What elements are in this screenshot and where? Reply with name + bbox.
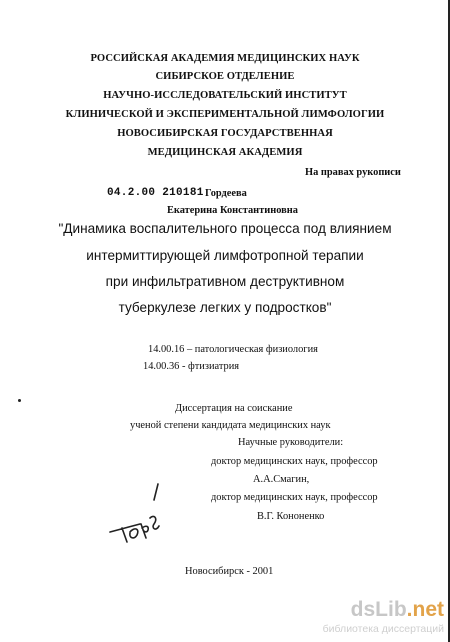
degree-line-1: Диссертация на соискание	[175, 403, 293, 414]
supervisors-heading: Научные руководители:	[238, 437, 344, 448]
author-given-names: Екатерина Константиновна	[167, 205, 298, 216]
title-line-2: интермиттирующей лимфотропной терапии	[86, 248, 364, 263]
institution-line-1: РОССИЙСКАЯ АКАДЕМИЯ МЕДИЦИНСКИХ НАУК	[90, 53, 360, 64]
scan-speck	[18, 399, 21, 402]
institution-line-6: МЕДИЦИНСКАЯ АКАДЕМИЯ	[147, 147, 303, 158]
institution-line-4: КЛИНИЧЕСКОЙ И ЭКСПЕРИМЕНТАЛЬНОЙ ЛИМФОЛОГИИ	[65, 109, 385, 120]
institution-line-3: НАУЧНО-ИССЛЕДОВАТЕЛЬСКИЙ ИНСТИТУТ	[103, 90, 347, 101]
degree-line-2: ученой степени кандидата медицинских наук	[130, 420, 331, 431]
watermark-logo: dsLib.net	[350, 598, 444, 621]
supervisor-2-rank: доктор медицинских наук, профессор	[211, 492, 378, 503]
handwritten-signature	[104, 480, 164, 550]
author-surname: Гордеева	[205, 188, 247, 199]
supervisor-1-rank: доктор медицинских наук, профессор	[211, 456, 378, 467]
title-line-4: туберкулезе легких у подростков"	[118, 300, 332, 315]
site-watermark	[304, 598, 444, 638]
specialty-2: 14.00.36 - фтизиатрия	[143, 361, 240, 372]
institution-line-5: НОВОСИБИРСКАЯ ГОСУДАРСТВЕННАЯ	[117, 128, 333, 139]
supervisor-1-name: А.А.Смагин,	[253, 474, 310, 485]
institution-line-2: СИБИРСКОЕ ОТДЕЛЕНИЕ	[155, 71, 295, 82]
registration-stamp: 04.2.00 210181	[107, 187, 204, 199]
rights-note: На правах рукописи	[305, 167, 401, 178]
title-line-3: при инфильтративном деструктивном	[105, 274, 345, 289]
title-line-1: "Динамика воспалительного процесса под влиянием	[58, 221, 392, 236]
place-year: Новосибирск - 2001	[185, 566, 274, 577]
watermark-caption: библиотека диссертаций	[322, 623, 444, 635]
supervisor-2-name: В.Г. Кононенко	[257, 511, 325, 522]
specialty-1: 14.00.16 – патологическая физиология	[148, 344, 318, 355]
